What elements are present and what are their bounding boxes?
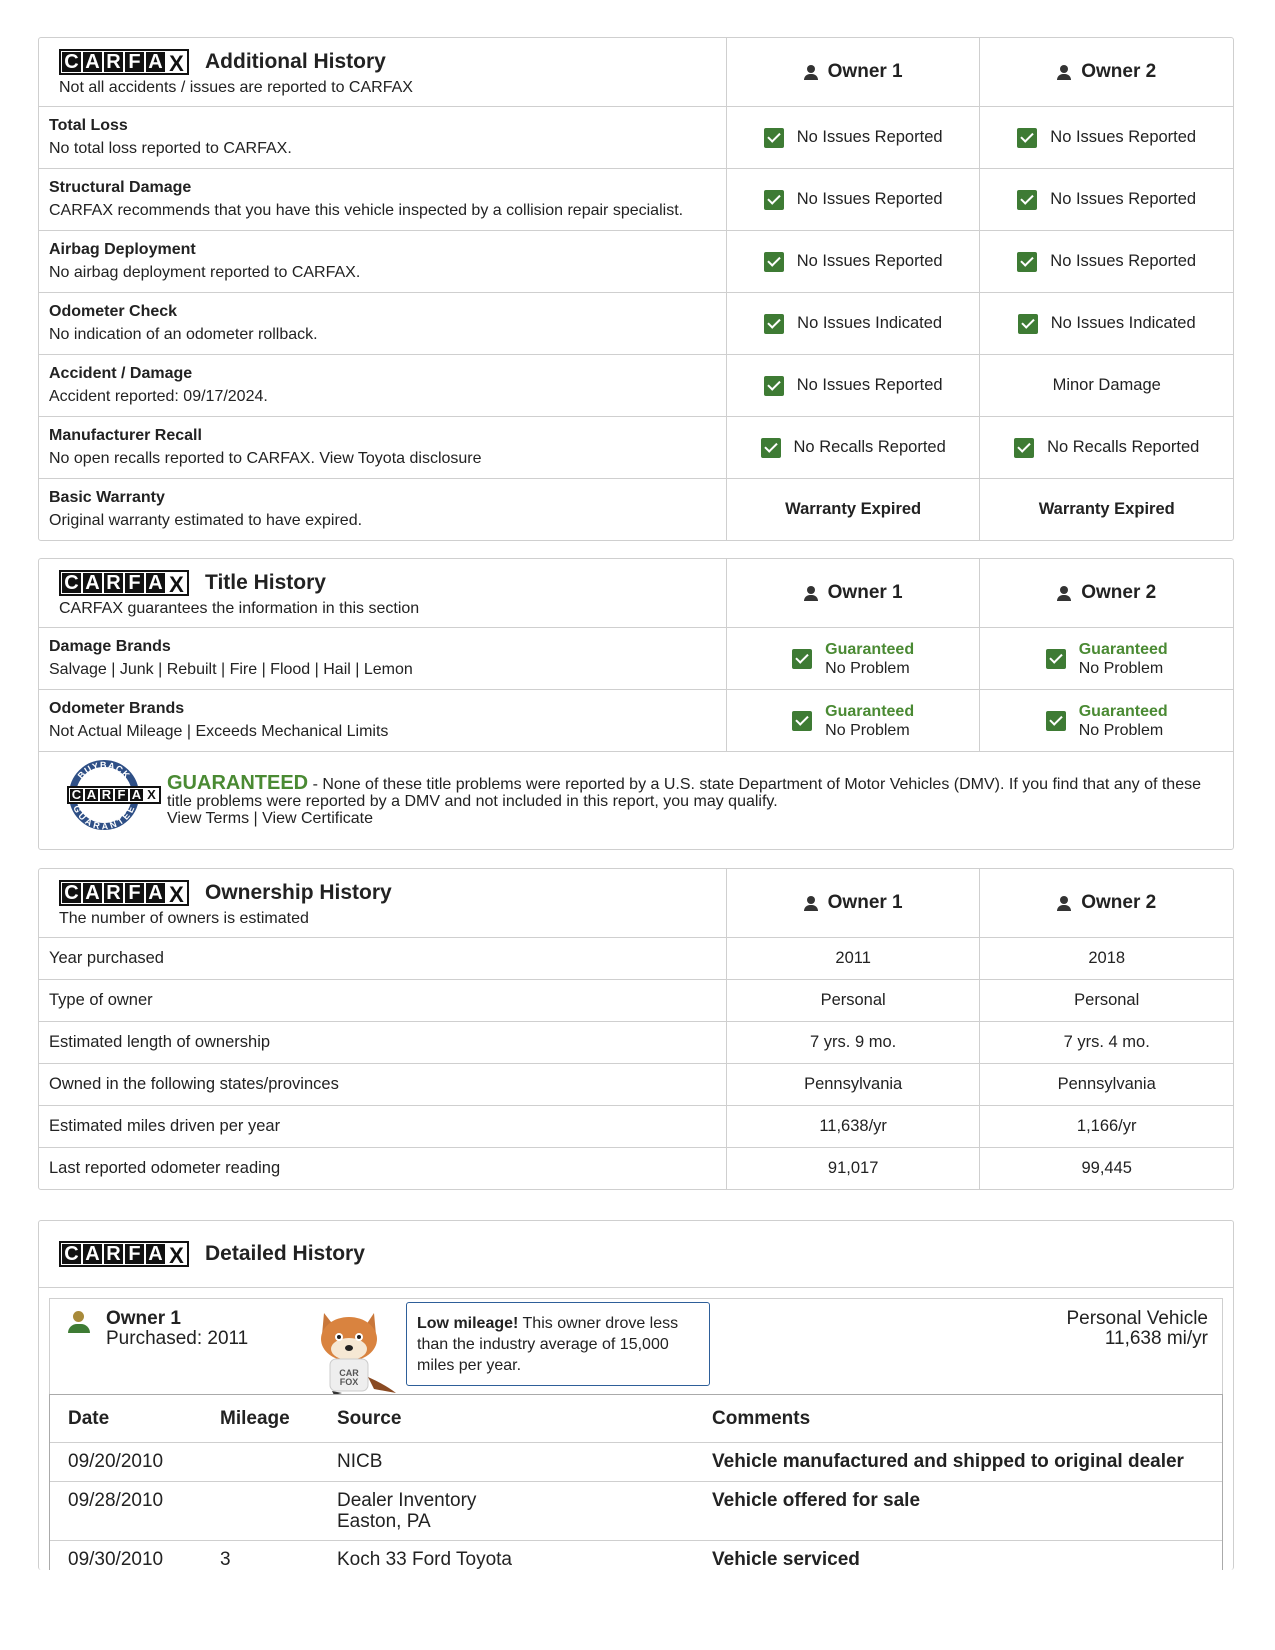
- owner-2-value: 1,166/yr: [979, 1106, 1233, 1147]
- check-icon: [792, 649, 812, 669]
- logo-letter: F: [115, 789, 128, 801]
- svg-text:BUYBACK: [76, 759, 133, 780]
- carfax-logo: [59, 49, 189, 75]
- status-text: No Issues Reported: [1050, 190, 1197, 208]
- owner-2-heading: [1057, 61, 1156, 83]
- check-icon: [761, 438, 781, 458]
- row-description: Original warranty estimated to have expired.: [49, 512, 363, 529]
- logo-letter: A: [83, 883, 102, 903]
- row-description: Not Actual Mileage | Exceeds Mechanical Limits: [49, 723, 389, 740]
- logo-letter: X: [145, 789, 158, 801]
- row-label: Damage Brands: [49, 638, 171, 655]
- logo-letter: A: [146, 573, 165, 593]
- logo-letter: F: [125, 883, 144, 903]
- logo-letter: A: [83, 1244, 102, 1264]
- owner-1-value: Personal: [726, 980, 980, 1021]
- row-label: Odometer Check: [49, 303, 178, 320]
- status-text: No Issues Reported: [1050, 252, 1197, 270]
- accident-damage-row: [39, 354, 1233, 416]
- owner-1-value: 7 yrs. 9 mo.: [726, 1022, 980, 1063]
- tip-text: This owner drove less than the industry average of 15,000 miles per year.: [417, 1315, 679, 1374]
- row-comment: Vehicle serviced: [712, 1549, 860, 1570]
- guaranteed-word: GUARANTEED: [167, 771, 309, 794]
- row-description[interactable]: No open recalls reported to CARFAX. View Toyota disclosure: [49, 450, 482, 467]
- owner-1-summary: [49, 1298, 1223, 1394]
- date-column-header: Date: [68, 1407, 110, 1429]
- owner-2-heading: [1057, 892, 1156, 914]
- vehicle-use-type: Personal Vehicle: [1066, 1308, 1208, 1329]
- logo-letter: C: [71, 787, 82, 802]
- check-icon: [1017, 190, 1037, 210]
- logo-letter: R: [101, 787, 112, 802]
- row-description: No airbag deployment reported to CARFAX.: [49, 264, 361, 281]
- guaranteed-label: Guaranteed: [825, 702, 915, 720]
- carfax-logo: [59, 570, 189, 596]
- logo-letter: A: [131, 787, 142, 802]
- owner-label: Owner 1: [827, 582, 903, 603]
- check-icon: [764, 314, 784, 334]
- row-description: Accident reported: 09/17/2024.: [49, 388, 268, 405]
- row-label: Owned in the following states/provinces: [49, 1075, 339, 1093]
- purchased-year: Purchased: 2011: [106, 1328, 249, 1349]
- logo-letter: A: [83, 573, 102, 593]
- logo-letter: A: [83, 52, 102, 72]
- states-row: [39, 1063, 1233, 1105]
- ownership-history-header: [39, 869, 1233, 937]
- row-description: CARFAX recommends that you have this vehicle inspected by a collision repair specialist.: [49, 202, 684, 219]
- year-purchased-row: [39, 937, 1233, 979]
- row-mileage: [220, 1490, 337, 1540]
- check-icon: [764, 252, 784, 272]
- source-column-header: Source: [337, 1407, 402, 1429]
- section-title: Title History: [205, 571, 326, 594]
- logo-letter: A: [146, 883, 165, 903]
- mileage-column-header: Mileage: [220, 1407, 290, 1429]
- title-history-section: [38, 558, 1234, 850]
- logo-letter: X: [167, 573, 186, 593]
- row-description: No total loss reported to CARFAX.: [49, 140, 292, 157]
- row-date: 09/20/2010: [68, 1451, 164, 1472]
- person-icon: [804, 586, 818, 601]
- section-title: Additional History: [205, 50, 386, 73]
- row-label: Total Loss: [49, 117, 128, 134]
- logo-letter: X: [167, 883, 186, 903]
- row-source: NICB: [337, 1451, 383, 1472]
- check-icon: [1017, 252, 1037, 272]
- guaranteed-label: Guaranteed: [825, 640, 915, 658]
- check-icon: [792, 711, 812, 731]
- guarantee-row: [39, 751, 1233, 849]
- table-row: [50, 1540, 1222, 1570]
- check-icon: [1046, 649, 1066, 669]
- check-icon: [764, 190, 784, 210]
- guaranteed-label: Guaranteed: [1078, 702, 1168, 720]
- odometer-brands-row: [39, 689, 1233, 751]
- carfox-mascot-icon: [312, 1307, 398, 1395]
- row-source: Dealer Inventory: [337, 1490, 477, 1511]
- owner-2-heading: [1057, 582, 1156, 604]
- person-icon: [1057, 586, 1071, 601]
- problem-status: No Problem: [825, 659, 910, 677]
- logo-letter: R: [104, 52, 123, 72]
- tip-heading: Low mileage!: [417, 1315, 519, 1332]
- logo-letter: A: [86, 787, 97, 802]
- seal-top-text: BUYBACK: [75, 759, 133, 781]
- view-terms-link[interactable]: View Terms: [167, 809, 250, 827]
- check-icon: [1017, 128, 1037, 148]
- section-title: Ownership History: [205, 881, 392, 904]
- row-comment: Vehicle manufactured and shipped to original dealer: [712, 1451, 1184, 1472]
- status-text: Warranty Expired: [785, 500, 922, 518]
- logo-letter: C: [62, 573, 81, 593]
- logo-letter: F: [125, 1244, 144, 1264]
- row-date: 09/30/2010: [68, 1549, 164, 1570]
- total-loss-row: [39, 106, 1233, 168]
- problem-status: No Problem: [825, 721, 910, 739]
- owner-1-heading: [804, 892, 903, 914]
- low-mileage-tip: [406, 1302, 710, 1386]
- logo-letter: C: [62, 52, 81, 72]
- check-icon: [764, 376, 784, 396]
- row-label: Basic Warranty: [49, 489, 165, 506]
- person-icon: [804, 65, 818, 80]
- check-icon: [1046, 711, 1066, 731]
- view-certificate-link[interactable]: View Certificate: [262, 809, 374, 827]
- status-text: No Issues Reported: [1050, 128, 1197, 146]
- logo-letter: F: [125, 573, 144, 593]
- logo-letter: A: [146, 1244, 165, 1264]
- row-source: Koch 33 Ford Toyota: [337, 1549, 512, 1570]
- logo-letter: R: [104, 1244, 123, 1264]
- owner-2-value: 2018: [979, 938, 1233, 979]
- row-label: Accident / Damage: [49, 365, 193, 382]
- table-header-row: [50, 1395, 1222, 1442]
- owner-label: Owner 2: [1081, 892, 1157, 913]
- carfax-logo: [59, 1241, 189, 1267]
- status-text: No Issues Reported: [796, 252, 943, 270]
- logo-letter: R: [104, 883, 123, 903]
- mascot-shirt-text: CAR FOX: [339, 1368, 359, 1387]
- detailed-history-table: [49, 1394, 1223, 1570]
- additional-history-section: [38, 37, 1234, 541]
- logo-letter: X: [167, 1244, 186, 1264]
- problem-status: No Problem: [1078, 659, 1164, 677]
- owner-1-heading: [804, 61, 903, 83]
- owner-1-value: 91,017: [726, 1148, 980, 1189]
- additional-history-header: [39, 38, 1233, 106]
- row-label: Type of owner: [49, 991, 153, 1009]
- status-text: No Recalls Reported: [1047, 438, 1200, 456]
- damage-brands-row: [39, 627, 1233, 689]
- owner-label: Owner 2: [1081, 582, 1157, 603]
- row-description: No indication of an odometer rollback.: [49, 326, 318, 343]
- comments-column-header: Comments: [712, 1407, 811, 1429]
- logo-letter: R: [104, 573, 123, 593]
- guaranteed-label: Guaranteed: [1078, 640, 1168, 658]
- status-text: No Recalls Reported: [793, 438, 946, 456]
- status-text: No Issues Indicated: [1050, 314, 1196, 332]
- row-comment: Vehicle offered for sale: [712, 1490, 921, 1511]
- buyback-guarantee-seal-icon: [49, 758, 156, 844]
- logo-letter: F: [125, 52, 144, 72]
- row-label: Year purchased: [49, 949, 164, 967]
- logo-letter: C: [62, 883, 81, 903]
- owner-1-value: 2011: [726, 938, 980, 979]
- row-source-location: Easton, PA: [337, 1511, 431, 1532]
- structural-damage-row: [39, 168, 1233, 230]
- owner-label: Owner 1: [827, 61, 903, 82]
- table-row: [50, 1481, 1222, 1540]
- owner-2-value: 99,445: [979, 1148, 1233, 1189]
- section-subtitle: CARFAX guarantees the information in this section: [59, 600, 420, 617]
- guarantee-text: GUARANTEED - None of these title problems were reported by a U.S. state Department of Motor Vehicles (DMV). If you find that any of these title problems were reported by a DMV and not included in this report, you may qualify. View Terms | View Certificate: [167, 771, 1201, 827]
- type-of-owner-row: [39, 979, 1233, 1021]
- guarantee-body: - None of these title problems were reported by a U.S. state Department of Motor Vehicles (DMV). If you find that any of these title problems were reported by a DMV and not included in this report, you may qualify.: [167, 775, 1201, 810]
- detailed-history-header: [39, 1221, 1233, 1287]
- person-icon: [804, 896, 818, 911]
- status-text: No Issues Reported: [796, 190, 943, 208]
- problem-status: No Problem: [1078, 721, 1164, 739]
- row-date: 09/28/2010: [68, 1490, 164, 1511]
- row-description: Salvage | Junk | Rebuilt | Fire | Flood | Hail | Lemon: [49, 661, 413, 678]
- row-label: Last reported odometer reading: [49, 1159, 281, 1177]
- miles-per-year-row: [39, 1105, 1233, 1147]
- owner-1-value: Pennsylvania: [726, 1064, 980, 1105]
- row-label: Estimated miles driven per year: [49, 1117, 281, 1135]
- logo-letter: X: [167, 52, 186, 72]
- airbag-deployment-row: [39, 230, 1233, 292]
- owner-2-value: 7 yrs. 4 mo.: [979, 1022, 1233, 1063]
- section-subtitle: Not all accidents / issues are reported to CARFAX: [59, 79, 413, 96]
- owner-label: Owner 1: [827, 892, 903, 913]
- length-of-ownership-row: [39, 1021, 1233, 1063]
- owner-label: Owner 2: [1081, 61, 1157, 82]
- owner-1-value: 11,638/yr: [726, 1106, 980, 1147]
- owner-1-heading: [804, 582, 903, 604]
- check-icon: [1018, 314, 1038, 334]
- logo-letter: A: [146, 52, 165, 72]
- title-history-header: [39, 559, 1233, 627]
- owner-name: Owner 1: [106, 1308, 181, 1329]
- odometer-check-row: [39, 292, 1233, 354]
- section-title: Detailed History: [205, 1242, 365, 1265]
- manufacturer-recall-row: [39, 416, 1233, 478]
- check-icon: [764, 128, 784, 148]
- owner-2-value: Personal: [979, 980, 1233, 1021]
- person-icon: [1057, 896, 1071, 911]
- person-icon: [1057, 65, 1071, 80]
- row-mileage: 3: [220, 1549, 231, 1570]
- owner-2-value: Pennsylvania: [979, 1064, 1233, 1105]
- status-text: No Issues Indicated: [797, 314, 943, 332]
- status-text: Minor Damage: [1052, 376, 1161, 394]
- section-subtitle: The number of owners is estimated: [59, 910, 309, 927]
- svg-text:GUARANTEE: [71, 803, 137, 831]
- owner-miles-per-year: 11,638 mi/yr: [1104, 1328, 1208, 1349]
- basic-warranty-row: [39, 478, 1233, 540]
- detailed-history-section: [38, 1220, 1234, 1570]
- row-label: Odometer Brands: [49, 700, 185, 717]
- status-text: No Issues Reported: [796, 376, 943, 394]
- odometer-reading-row: [39, 1147, 1233, 1189]
- ownership-history-section: [38, 868, 1234, 1190]
- row-label: Manufacturer Recall: [49, 427, 202, 444]
- owner-icon: [68, 1311, 90, 1335]
- status-text: No Issues Reported: [796, 128, 943, 146]
- logo-letter: C: [62, 1244, 81, 1264]
- row-label: Estimated length of ownership: [49, 1033, 271, 1051]
- row-label: Airbag Deployment: [49, 241, 196, 258]
- check-icon: [1014, 438, 1034, 458]
- status-text: Warranty Expired: [1038, 500, 1175, 518]
- table-row: [50, 1442, 1222, 1481]
- seal-bottom-text: GUARANTEE: [71, 803, 137, 831]
- row-label: Structural Damage: [49, 179, 192, 196]
- carfax-logo: [59, 880, 189, 906]
